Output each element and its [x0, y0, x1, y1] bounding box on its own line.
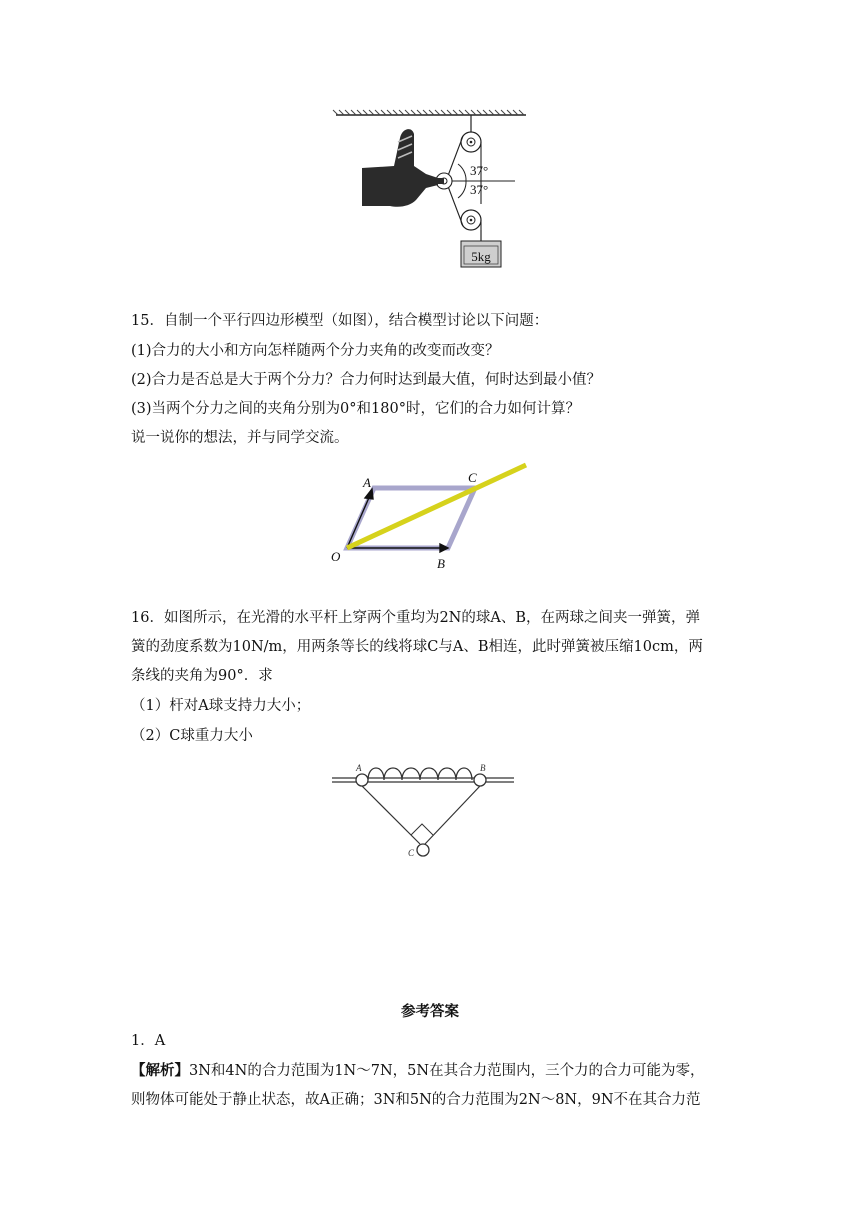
- q15-sub1: (1)合力的大小和方向怎样随两个分力夹角的改变而改变？: [131, 343, 500, 359]
- pulley-figure: [330, 108, 530, 274]
- ball-b: [474, 774, 486, 786]
- parallelogram-figure: [325, 458, 535, 573]
- q15-sub3: (3)当两个分力之间的夹角分别为0°和180°时，它们的合力如何计算？: [131, 401, 580, 417]
- analysis-line-2: 则物体可能处于静止状态，故A正确；3N和5N的合力范围为2N～8N，9N不在其合力范: [131, 1092, 701, 1108]
- q15-intro: 15．自制一个平行四边形模型（如图），结合模型讨论以下问题：: [131, 313, 549, 329]
- q16-sub2: （2）C球重力大小: [131, 728, 253, 744]
- q16-line3: 条线的夹角为90°．求: [131, 668, 273, 684]
- answer-1: 1．A: [131, 1033, 166, 1049]
- mass-label: 5kg: [471, 249, 491, 264]
- label-o: O: [331, 549, 341, 564]
- top-pulley: [461, 132, 481, 152]
- spring-figure: [330, 760, 520, 860]
- bottom-pulley: [461, 210, 481, 230]
- resultant-rod: [347, 465, 526, 548]
- label-a: A: [356, 763, 362, 773]
- q16-line1: 16．如图所示，在光滑的水平杆上穿两个重均为2N的球A、B，在两球之间夹一弹簧，弹: [131, 610, 700, 626]
- label-c: C: [468, 470, 477, 485]
- q15-sub2: (2)合力是否总是大于两个分力？合力何时达到最大值，何时达到最小值？: [131, 372, 602, 388]
- analysis-tag: 【解析】: [131, 1062, 189, 1079]
- hand-illustration: [362, 129, 444, 207]
- label-b: B: [480, 763, 486, 773]
- answers-heading: 参考答案: [401, 1004, 459, 1020]
- angle-bottom-label: 37°: [470, 182, 489, 197]
- q15-closing: 说一说你的想法，并与同学交流。: [131, 430, 349, 446]
- angle-top-label: 37°: [470, 163, 489, 178]
- spring: [368, 768, 472, 780]
- ball-c: [417, 844, 429, 856]
- analysis-text-1: 3N和4N的合力范围为1N～7N，5N在其合力范围内，三个力的合力可能为零，: [189, 1063, 705, 1079]
- q16-line2: 簧的劲度系数为10N/m，用两条等长的线将球C与A、B相连，此时弹簧被压缩10cm，两: [131, 639, 703, 655]
- analysis-line-1: [131, 1061, 705, 1081]
- label-b: B: [437, 556, 445, 571]
- q16-sub1: （1）杆对A球支持力大小；: [131, 698, 311, 714]
- weight-block: [461, 230, 501, 267]
- label-a: A: [363, 475, 371, 490]
- ball-a: [356, 774, 368, 786]
- label-c: C: [408, 848, 415, 858]
- ceiling: [333, 110, 526, 115]
